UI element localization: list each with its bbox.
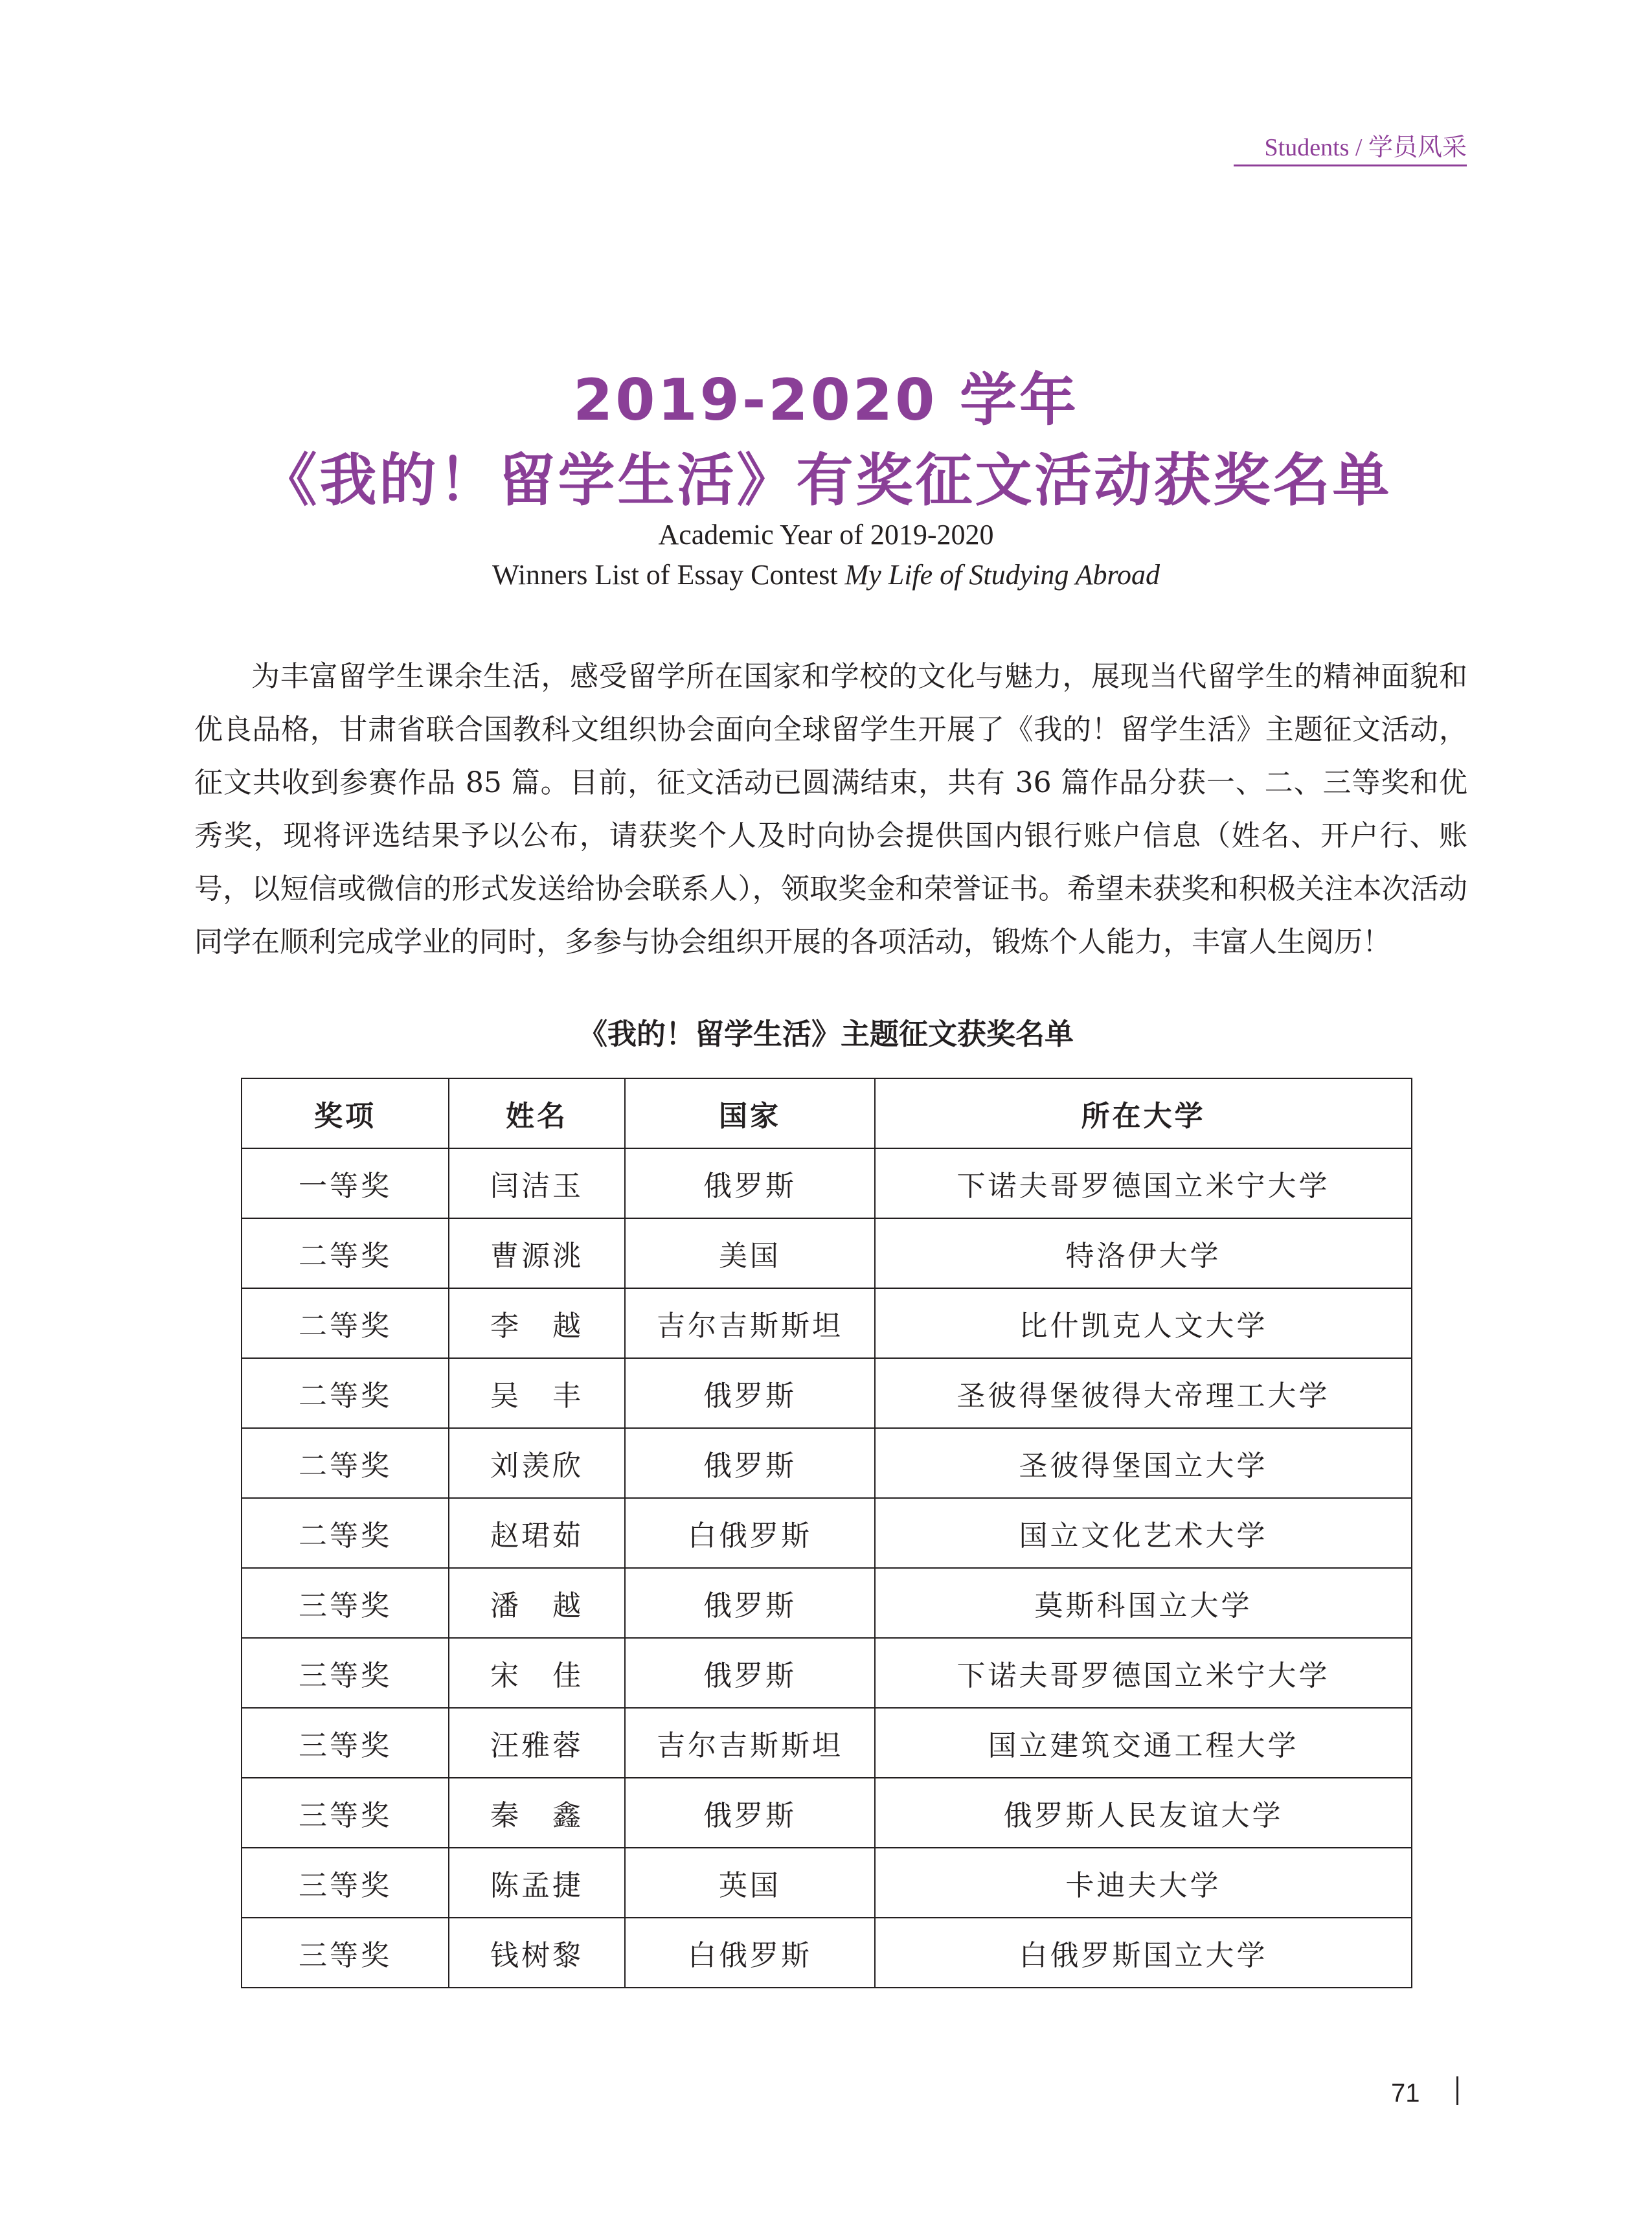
table-row	[242, 1218, 1412, 1288]
header-rule	[1234, 165, 1467, 166]
page-number: 71	[1391, 2079, 1420, 2107]
award-cell: 二等奖	[242, 1498, 449, 1568]
university-cell: 俄罗斯人民友谊大学	[875, 1778, 1412, 1848]
university-cell: 卡迪夫大学	[875, 1848, 1412, 1918]
award-cell: 二等奖	[242, 1358, 449, 1428]
name-cell: 曹源洮	[449, 1218, 625, 1288]
table-row	[242, 1428, 1412, 1498]
country-cell: 吉尔吉斯斯坦	[625, 1708, 875, 1778]
english-subtitle-2-italic: My Life of Studying Abroad	[844, 559, 1160, 591]
english-subtitle-2-prefix: Winners List of Essay Contest	[492, 559, 838, 591]
table-row	[242, 1638, 1412, 1708]
university-cell: 圣彼得堡彼得大帝理工大学	[875, 1358, 1412, 1428]
country-cell: 吉尔吉斯斯坦	[625, 1288, 875, 1358]
table-row	[242, 1778, 1412, 1848]
award-cell: 二等奖	[242, 1288, 449, 1358]
country-cell: 俄罗斯	[625, 1148, 875, 1218]
table-row	[242, 1358, 1412, 1428]
name-cell: 潘 越	[449, 1568, 625, 1638]
page-number-divider	[1456, 2076, 1458, 2105]
table-title: 《我的！留学生活》主题征文获奖名单	[578, 1017, 1074, 1051]
table-row	[242, 1848, 1412, 1918]
header-award: 奖项	[242, 1078, 449, 1148]
name-cell: 陈孟捷	[449, 1848, 625, 1918]
table-row	[242, 1288, 1412, 1358]
university-cell: 圣彼得堡国立大学	[875, 1428, 1412, 1498]
name-cell: 汪雅蓉	[449, 1708, 625, 1778]
name-cell: 秦 鑫	[449, 1778, 625, 1848]
country-cell: 白俄罗斯	[625, 1498, 875, 1568]
table-row	[242, 1498, 1412, 1568]
table-row	[242, 1918, 1412, 1988]
country-cell: 白俄罗斯	[625, 1918, 875, 1988]
name-cell: 吴 丰	[449, 1358, 625, 1428]
university-cell: 特洛伊大学	[875, 1218, 1412, 1288]
country-cell: 英国	[625, 1848, 875, 1918]
title-line-1: 2019-2020 学年	[572, 367, 1079, 433]
name-cell: 刘羡欣	[449, 1428, 625, 1498]
name-cell: 钱树黎	[449, 1918, 625, 1988]
award-cell: 三等奖	[242, 1918, 449, 1988]
english-subtitle-1: Academic Year of 2019-2020	[658, 519, 994, 551]
country-cell: 俄罗斯	[625, 1568, 875, 1638]
name-cell: 闫洁玉	[449, 1148, 625, 1218]
country-cell: 俄罗斯	[625, 1428, 875, 1498]
university-cell: 莫斯科国立大学	[875, 1568, 1412, 1638]
award-cell: 三等奖	[242, 1848, 449, 1918]
table-row	[242, 1148, 1412, 1218]
winners-table	[241, 1078, 1412, 1988]
award-cell: 三等奖	[242, 1708, 449, 1778]
country-cell: 俄罗斯	[625, 1358, 875, 1428]
award-cell: 二等奖	[242, 1428, 449, 1498]
name-cell: 赵珺茹	[449, 1498, 625, 1568]
english-subtitle-2	[0, 558, 1652, 591]
university-cell: 比什凯克人文大学	[875, 1288, 1412, 1358]
award-cell: 二等奖	[242, 1218, 449, 1288]
award-cell: 三等奖	[242, 1778, 449, 1848]
country-cell: 俄罗斯	[625, 1778, 875, 1848]
header-university: 所在大学	[875, 1078, 1412, 1148]
title-line-2: 《我的！留学生活》有奖征文活动获奖名单	[260, 447, 1392, 514]
university-cell: 白俄罗斯国立大学	[875, 1918, 1412, 1988]
table-row	[242, 1708, 1412, 1778]
name-cell: 宋 佳	[449, 1638, 625, 1708]
section-header: Students / 学员风采	[1264, 134, 1467, 161]
award-cell: 三等奖	[242, 1568, 449, 1638]
university-cell: 下诺夫哥罗德国立米宁大学	[875, 1148, 1412, 1218]
table-row	[242, 1568, 1412, 1638]
intro-paragraph: 为丰富留学生课余生活，感受留学所在国家和学校的文化与魅力，展现当代留学生的精神面貌和优良品格，甘肃省联合国教科文组织协会面向全球留学生开展了《我的！留学生活》主题征文活动，征文共收到参赛作品 85 篇。目前，征文活动已圆满结束，共有 36 篇作品分获一、二、三等奖和优秀奖，现将评选结果予以公布，请获奖个人及时向协会提供国内银行账户信息（姓名、开户行、账号，以短信或微信的形式发送给协会联系人），领取奖金和荣誉证书。希望未获奖和积极关注本次活动同学在顺利完成学业的同时，多参与协会组织开展的各项活动，锻炼个人能力，丰富人生阅历！	[194, 660, 1467, 959]
award-cell: 三等奖	[242, 1638, 449, 1708]
university-cell: 国立建筑交通工程大学	[875, 1708, 1412, 1778]
university-cell: 国立文化艺术大学	[875, 1498, 1412, 1568]
table-header-row	[242, 1078, 1412, 1148]
name-cell: 李 越	[449, 1288, 625, 1358]
award-cell: 一等奖	[242, 1148, 449, 1218]
header-country: 国家	[625, 1078, 875, 1148]
university-cell: 下诺夫哥罗德国立米宁大学	[875, 1638, 1412, 1708]
header-name: 姓名	[449, 1078, 625, 1148]
country-cell: 美国	[625, 1218, 875, 1288]
country-cell: 俄罗斯	[625, 1638, 875, 1708]
